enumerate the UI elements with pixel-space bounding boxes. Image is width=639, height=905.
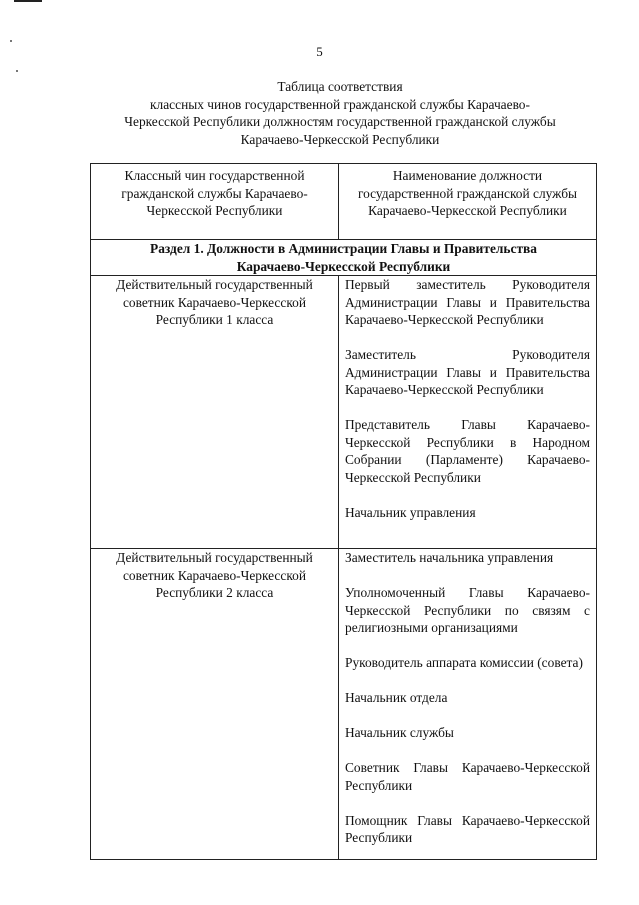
document-heading (60, 78, 620, 148)
column-header-rank: Классный чин государственной гражданской службы Карачаево-Черкесской Республики (91, 164, 339, 240)
position-item: Помощник Главы Карачаево-Черкесской Республики (345, 812, 590, 845)
heading-line: классных чинов государственной гражданской службы Карачаево- (150, 96, 530, 112)
position-item: Начальник управления (345, 504, 476, 520)
position-item: Начальник службы (345, 725, 454, 740)
scan-speck (16, 70, 18, 72)
scan-speck (10, 40, 12, 42)
column-header-position: Наименование должности государственной гражданской службы Карачаево-Черкесской Республики (339, 164, 597, 240)
position-item: Первый заместитель Руководителя Администрации Главы и Правительства Карачаево-Черкесской Республики (345, 277, 590, 327)
position-item: Представитель Главы Карачаево-Черкесской Республики в Народном Собрании (Парламенте) Карачаево-Черкесской Республики (345, 417, 590, 485)
position-item: Руководитель аппарата комиссии (совета) (345, 655, 583, 670)
position-item: Заместитель начальника управления (345, 550, 554, 565)
correspondence-table (90, 163, 597, 860)
section-heading-line: Раздел 1. Должности в Администрации Главы и Правительства (150, 241, 537, 256)
position-item: Заместитель Руководителя Администрации Главы и Правительства Карачаево-Черкесской Республики (345, 347, 590, 397)
section-heading-line: Карачаево-Черкесской Республики (236, 258, 451, 274)
rank-cell: Действительный государственный советник Карачаево-Черкесской Республики 2 класса (91, 549, 339, 860)
position-item: Начальник отдела (345, 690, 448, 705)
page-number: 5 (316, 44, 323, 59)
heading-line: Черкесской Республики должностям государственной гражданской службы (124, 114, 556, 129)
scan-corner-mark (14, 0, 42, 2)
table-row (91, 276, 597, 549)
positions-cell (339, 276, 597, 549)
position-item: Уполномоченный Главы Карачаево-Черкесской Республики по связям с религиозными организациями (345, 585, 590, 635)
section-heading (91, 240, 597, 276)
position-item: Советник Главы Карачаево-Черкесской Республики (345, 760, 590, 793)
heading-line: Таблица соответствия (277, 79, 403, 94)
rank-cell: Действительный государственный советник Карачаево-Черкесской Республики 1 класса (91, 276, 339, 549)
positions-cell (339, 549, 597, 860)
table-row (91, 549, 597, 860)
heading-line: Карачаево-Черкесской Республики (240, 131, 440, 147)
